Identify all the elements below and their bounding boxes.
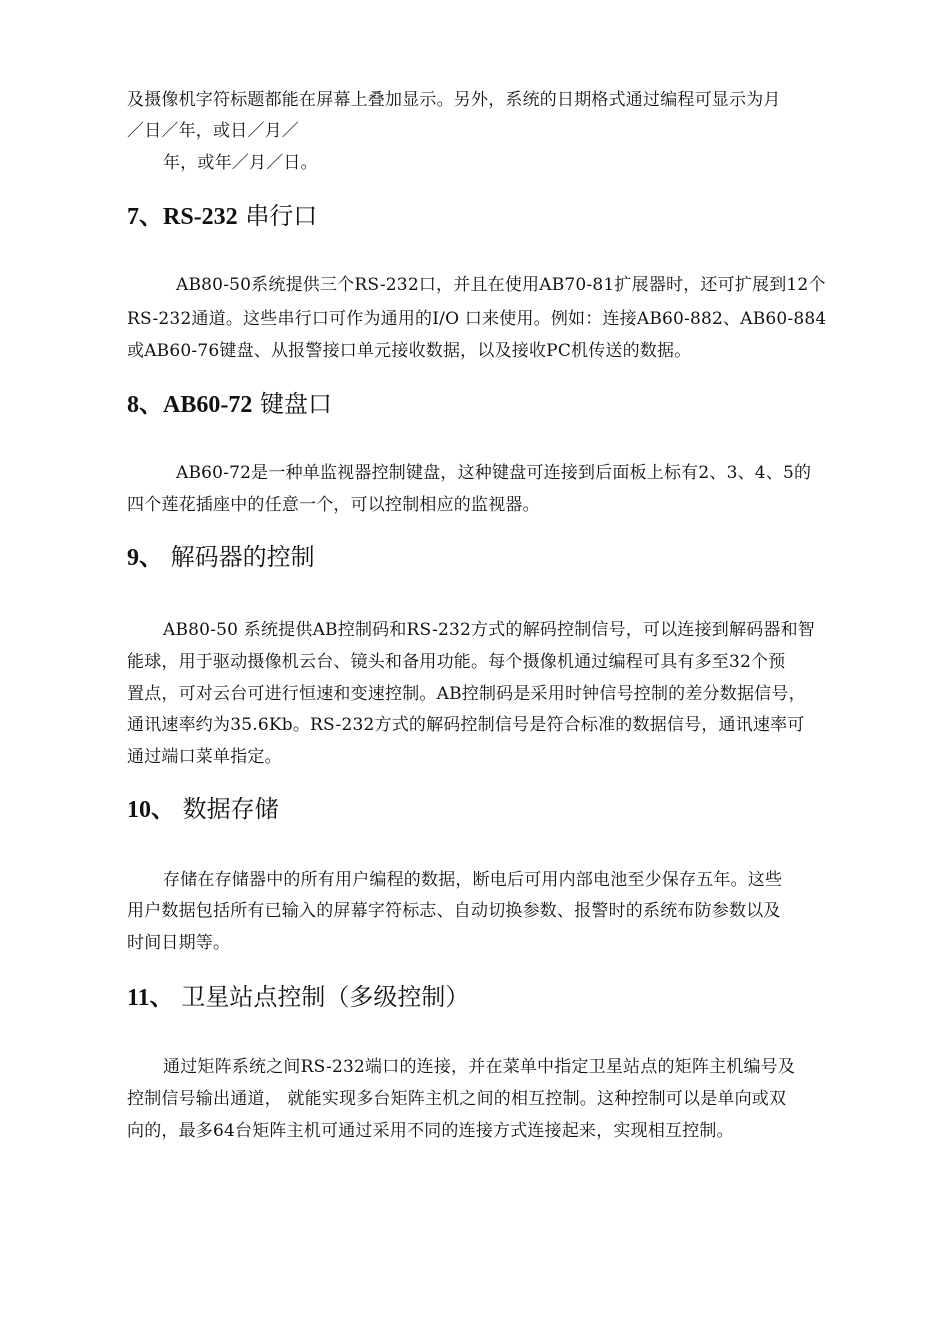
section-number: 7、RS-232 — [127, 204, 238, 230]
section-heading-9 — [127, 542, 315, 573]
paragraph-line: 用户数据包括所有已输入的屏幕字符标志、自动切换参数、报警时的系统布防参数以及 — [127, 901, 781, 921]
section-heading-8 — [127, 389, 332, 420]
paragraph-line: 或AB60-76键盘、从报警接口单元接收数据，以及接收PC机传送的数据。 — [127, 341, 692, 361]
section-number: 8、AB60-72 — [127, 392, 253, 418]
section-number: 9、 — [127, 545, 163, 571]
paragraph-line: 通过矩阵系统之间RS-232端口的连接，并在菜单中指定卫星站点的矩阵主机编号及 — [163, 1057, 796, 1077]
paragraph-line: 控制信号输出通道， 就能实现多台矩阵主机之间的相互控制。这种控制可以是单向或双 — [127, 1089, 787, 1109]
paragraph-line: AB80-50系统提供三个RS-232口，并且在使用AB70-81扩展器时，还可扩展到12个 — [176, 275, 826, 295]
section-number: 11、 — [127, 985, 174, 1011]
paragraph-line: AB60-72是一种单监视器控制键盘，这种键盘可连接到后面板上标有2、3、4、5的 — [176, 463, 812, 483]
section-title: 键盘口 — [259, 390, 332, 418]
intro-line-3: 年，或年／月／日。 — [163, 153, 318, 173]
section-title: 数据存储 — [182, 795, 279, 823]
paragraph-line: 通讯速率约为35.6Kb。RS-232方式的解码控制信号是符合标准的数据信号，通讯速率可 — [127, 715, 805, 735]
paragraph-line: 四个莲花插座中的任意一个，可以控制相应的监视器。 — [127, 495, 540, 515]
paragraph-line: 时间日期等。 — [127, 933, 231, 953]
section-title: 解码器的控制 — [170, 543, 315, 571]
section-number: 10、 — [127, 797, 175, 823]
section-heading-11 — [127, 982, 469, 1013]
paragraph-line: 通过端口菜单指定。 — [127, 747, 282, 767]
section-title: 卫星站点控制（多级控制） — [181, 983, 470, 1011]
section-heading-7 — [127, 201, 317, 232]
intro-line-1: 及摄像机字符标题都能在屏幕上叠加显示。另外，系统的日期格式通过编程可显示为月 — [127, 90, 781, 110]
section-title: 串行口 — [245, 202, 318, 230]
paragraph-line: 能球，用于驱动摄像机云台、镜头和备用功能。每个摄像机通过编程可具有多至32个预 — [127, 652, 786, 672]
intro-line-2: ／日／年，或日／月／ — [127, 121, 299, 141]
paragraph-line: 向的，最多64台矩阵主机可通过采用不同的连接方式连接起来，实现相互控制。 — [127, 1121, 734, 1141]
paragraph-line: 置点，可对云台可进行恒速和变速控制。AB控制码是采用时钟信号控制的差分数据信号， — [127, 684, 806, 704]
section-heading-10 — [127, 794, 279, 825]
paragraph-line: RS-232通道。这些串行口可作为通用的I/O 口来使用。例如：连接AB60-882、AB60-884 — [127, 309, 827, 329]
paragraph-line: AB80-50 系统提供AB控制码和RS-232方式的解码控制信号，可以连接到解码器和智 — [163, 620, 816, 640]
paragraph-line: 存储在存储器中的所有用户编程的数据，断电后可用内部电池至少保存五年。这些 — [163, 870, 783, 890]
